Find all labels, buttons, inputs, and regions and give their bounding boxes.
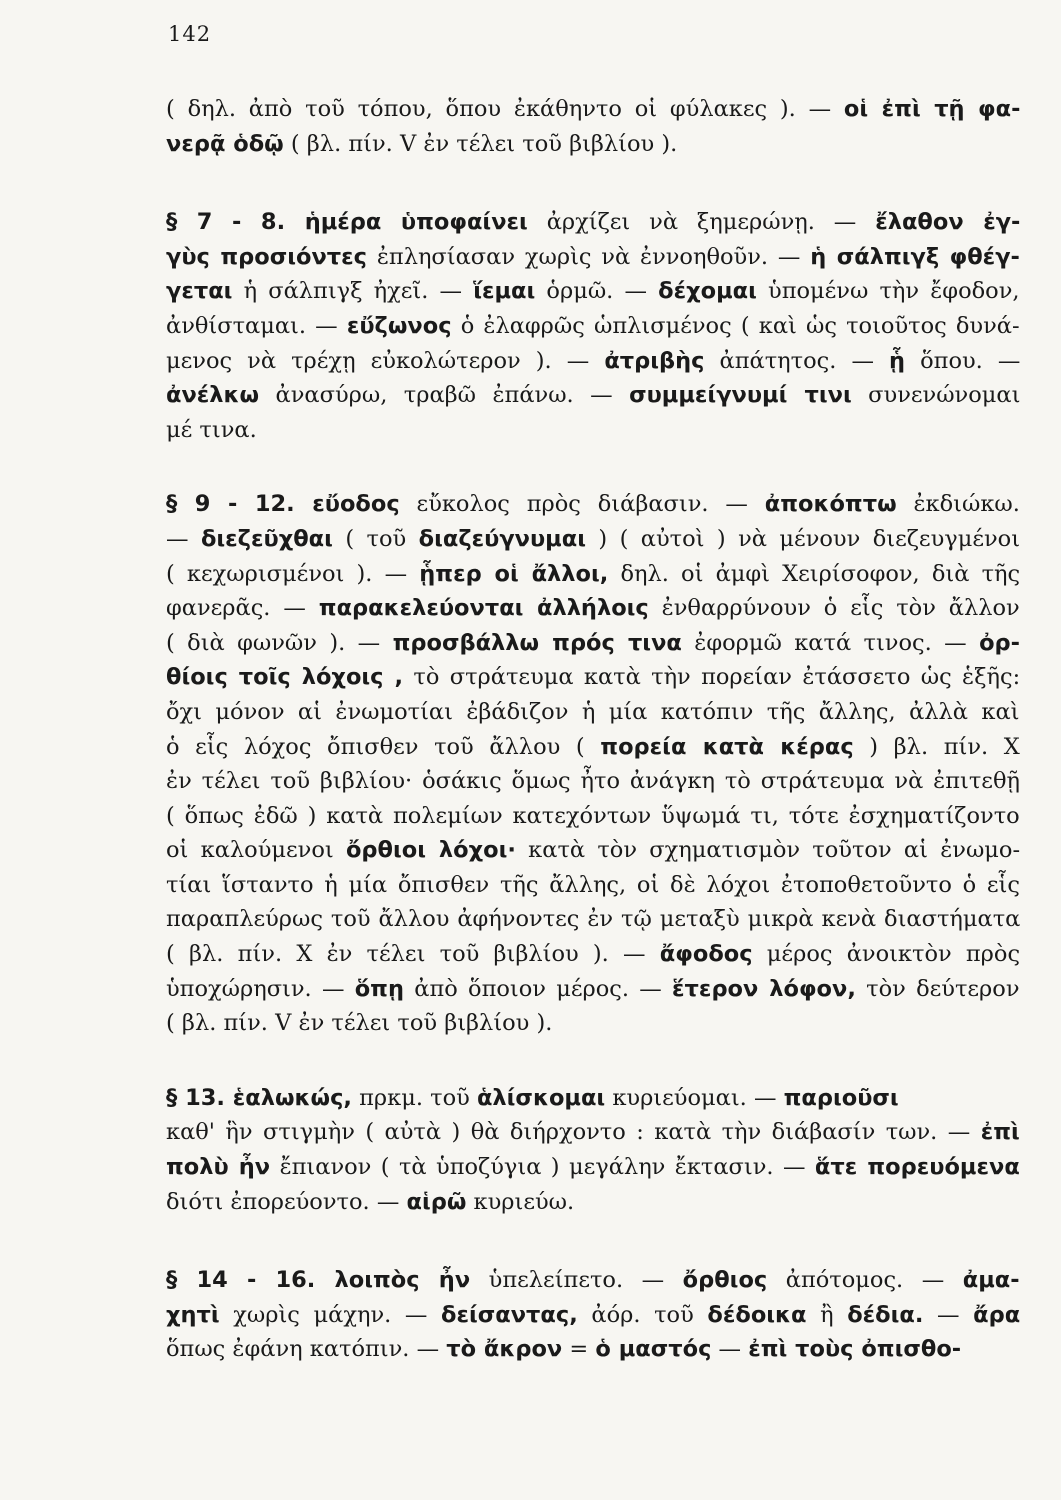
headword: πορεία κατὰ κέρας [600, 733, 854, 760]
text-line [166, 1185, 1020, 1220]
text-line [166, 1150, 1020, 1185]
paragraph-intro [166, 92, 1020, 161]
headword: οἱ ἐπὶ τῇ φα- [843, 96, 1021, 122]
headword: νερᾷ ὁδῷ [166, 130, 284, 157]
headword: ὁ μαστός [595, 1336, 712, 1363]
gloss-text: τίαι ἵσταντο ἡ μία ὄπισθεν τῆς ἄλλης, οἱ δὲ λόχοι ἐτοποθετοῦντο ὁ εἷς [166, 871, 1020, 898]
gloss-text: ὁ εἷς λόχος ὄπισθεν τοῦ ἄλλου ( [166, 733, 601, 760]
headword: παρακελεύονται ἀλλήλοις [318, 595, 649, 622]
headword: λοιπὸς ἦν [334, 1267, 471, 1294]
headword: ὅπῃ [354, 975, 404, 1002]
gloss-text: ( κεχωρισμένοι ). — [166, 560, 420, 587]
headword: ἀποκόπτω [764, 491, 897, 518]
headword: γεται [166, 278, 233, 305]
gloss-text: παραπλεύρως τοῦ ἄλλου ἀφήνοντες ἐν τῷ μεταξὺ μικρὰ κενὰ διαστήματα [166, 906, 1021, 933]
page-number: 142 [168, 22, 212, 46]
headword: ἵεμαι [473, 278, 536, 305]
text-line [166, 487, 1020, 522]
gloss-text: = [562, 1336, 596, 1363]
headword: ἐπὶ [980, 1119, 1020, 1146]
headword: ἁλίσκομαι [476, 1084, 606, 1111]
gloss-text: ἐνθαρρύνουν ὁ εἷς τὸν ἄλλον [648, 595, 1020, 622]
headword: εὔοδος [312, 491, 400, 518]
headword: ᾗπερ οἱ ἄλλοι, [419, 560, 609, 587]
gloss-text: οἱ καλούμενοι [166, 837, 346, 864]
headword: χητὶ [166, 1301, 220, 1328]
gloss-text: ἐν τέλει τοῦ βιβλίου· ὁσάκις ὅμως ἦτο ἀνάγκη τὸ στράτευμα νὰ ἐπιτεθῇ [166, 768, 1020, 795]
text-line [166, 127, 1020, 162]
headword: § 14 - 16. [166, 1267, 335, 1294]
gloss-text: ὑποχώρησιν. — [166, 975, 355, 1002]
gloss-text: ἡ σάλπιγξ ἠχεῖ. — [232, 278, 474, 305]
headword: προσβάλλω πρός τινα [392, 629, 682, 656]
text-line [166, 833, 1020, 868]
text-line [166, 937, 1020, 972]
headword: ἀμα- [962, 1267, 1020, 1294]
text-line [166, 309, 1020, 344]
headword: ἕτερον λόφον, [672, 975, 856, 1002]
gloss-text: ὅπου. — [905, 347, 1021, 374]
text-line [166, 1115, 1020, 1150]
text-line [166, 902, 1020, 937]
gloss-text: ἐφορμῶ κατά τινος. — [681, 629, 980, 656]
gloss-text: ) βλ. πίν. X [853, 733, 1020, 760]
text-line [166, 1332, 1020, 1367]
gloss-text: ( βλ. πίν. X ἐν τέλει τοῦ βιβλίου ). — [166, 941, 660, 968]
headword: ἐπὶ τοὺς ὀπισθο- [748, 1336, 962, 1363]
gloss-text: ἀόρ. τοῦ [577, 1301, 708, 1328]
gloss-text: — [923, 1301, 974, 1328]
gloss-text: ἢ [806, 1301, 848, 1328]
gloss-text: ὑπελείπετο. — [470, 1267, 683, 1294]
paragraph-section-13 [166, 1081, 1020, 1219]
headword: συμμείγνυμί τινι [629, 382, 852, 409]
headword: ἄρα [973, 1301, 1021, 1328]
text-line [166, 378, 1020, 413]
text-line [166, 1081, 1020, 1116]
text-line [166, 1263, 1020, 1298]
gloss-text: χωρὶς μάχην. — [219, 1301, 441, 1328]
headword: δέχομαι [658, 278, 757, 305]
headword: ἡ σάλπιγξ φθέγ- [810, 243, 1020, 270]
gloss-text: ὑπομένω τὴν ἔφοδον, [756, 278, 1020, 305]
gloss-text: ἀπότομος. — [767, 1267, 963, 1294]
text-line [166, 660, 1020, 695]
headword: ὀρ- [979, 629, 1020, 656]
gloss-text: ( βλ. πίν. V ἐν τέλει τοῦ βιβλίου ). [283, 130, 678, 157]
text-line [166, 1006, 1020, 1041]
gloss-text: ἀνθίσταμαι. — [166, 312, 347, 339]
headword: ἄφοδος [659, 941, 753, 968]
headword: θίοις τοῖς λόχοις , [166, 664, 404, 691]
gloss-text: ( τοῦ [332, 525, 419, 552]
gloss-text: μενος νὰ τρέχῃ εὐκολώτερον ). — [166, 347, 605, 374]
gloss-text: ( βλ. πίν. V ἐν τέλει τοῦ βιβλίου ). [166, 1010, 553, 1037]
headword: § 7 - 8. [166, 209, 305, 236]
headword: ἔλαθον ἐγ- [875, 209, 1021, 236]
headword: πολὺ ἦν [166, 1154, 271, 1181]
gloss-text: ( δηλ. ἀπὸ τοῦ τόπου, ὅπου ἐκάθηντο οἱ φύλακες ). — [166, 96, 844, 122]
headword: ἡμέρα ὑποφαίνει [304, 209, 528, 236]
headword: § 13. [166, 1084, 233, 1111]
text-line [166, 730, 1020, 765]
headword: ἅτε πορευόμενα [814, 1154, 1020, 1181]
gloss-text: ( διὰ φωνῶν ). — [166, 629, 393, 656]
headword: ἑαλωκώς, [232, 1084, 352, 1111]
text-line [166, 557, 1020, 592]
commentary-body [166, 92, 1020, 1367]
gloss-text: ἀπὸ ὅποιον μέρος. — [404, 975, 673, 1002]
gloss-text: ὄχι μόνον αἱ ἐνωμοτίαι ἐβάδιζον ἡ μία κατόπιν τῆς ἄλλης, ἀλλὰ καὶ [166, 698, 1020, 725]
gloss-text: τὸν δεύτερον [855, 975, 1020, 1002]
headword: ᾗ [889, 347, 906, 374]
gloss-text: πρκμ. τοῦ [351, 1084, 477, 1111]
gloss-text: ( ὅπως ἐδῶ ) κατὰ πολεμίων κατεχόντων ὕψωμά τι, τότε ἐσχηματίζοντο [166, 802, 1020, 829]
gloss-text: κυριεύω. [466, 1188, 575, 1215]
headword: αἱρῶ [406, 1188, 467, 1215]
text-line [166, 274, 1020, 309]
text-line [166, 240, 1020, 275]
text-line [166, 205, 1020, 240]
headword: ὄρθιος [682, 1267, 768, 1294]
gloss-text: διότι ἐπορεύοντο. — [166, 1188, 407, 1215]
gloss-text: μέ τινα. [166, 416, 257, 443]
gloss-text: — [166, 525, 201, 552]
headword: γὺς προσιόντες [166, 243, 368, 270]
headword: δέδοικα [707, 1301, 807, 1328]
gloss-text: κυριεύομαι. — [605, 1084, 784, 1111]
paragraph-section-9-12 [166, 487, 1020, 1041]
headword: δέδια. [847, 1301, 924, 1328]
text-line [166, 972, 1020, 1007]
gloss-text: κατὰ τὸν σχηματισμὸν τοῦτον αἱ ἐνωμο- [515, 837, 1021, 864]
headword: τὸ ἄκρον [446, 1336, 563, 1363]
gloss-text: τὸ στράτευμα κατὰ τὴν πορείαν ἐτάσσετο ὡς ἑξῆς: [403, 664, 1021, 691]
headword: διεζεῦχθαι [200, 525, 333, 552]
gloss-text: ἐκδιώκω. [896, 491, 1020, 518]
text-line [166, 344, 1020, 379]
gloss-text: εὔκολος πρὸς διάβασιν. — [399, 491, 765, 518]
headword: ἀνέλκω [166, 382, 260, 409]
headword: δείσαντας, [441, 1301, 578, 1328]
gloss-text: δηλ. οἱ ἀμφὶ Χειρίσοφον, διὰ τῆς [608, 560, 1021, 587]
text-line [166, 92, 1020, 127]
headword: διαζεύγνυμαι [418, 525, 586, 552]
gloss-text: ἀπάτητος. — [704, 347, 890, 374]
gloss-text: φανερᾶς. — [166, 595, 319, 622]
gloss-text: ἐπλησίασαν χωρὶς νὰ ἐννοηθοῦν. — [367, 243, 811, 270]
paragraph-section-7-8 [166, 205, 1020, 447]
headword: παριοῦσι [783, 1084, 899, 1111]
gloss-text: ἀρχίζει νὰ ξημερώνῃ. — [527, 209, 876, 236]
gloss-text: καθ' ἣν στιγμὴν ( αὐτὰ ) θὰ διήρχοντο : κατὰ τὴν διάβασίν των. — [166, 1119, 981, 1146]
text-line [166, 799, 1020, 834]
gloss-text: ) ( αὐτοὶ ) νὰ μένουν διεζευγμένοι [585, 525, 1021, 552]
text-line [166, 695, 1020, 730]
headword: ὄρθιοι λόχοι· [345, 837, 516, 864]
gloss-text: ὁρμῶ. — [535, 278, 659, 305]
text-line [166, 522, 1020, 557]
headword: § 9 - 12. [166, 491, 313, 518]
text-line [166, 1298, 1020, 1333]
headword: εὔζωνος [346, 312, 452, 339]
headword: ἀτριβὴς [604, 347, 705, 374]
gloss-text: συνενώνομαι [851, 382, 1021, 409]
text-line [166, 626, 1020, 661]
gloss-text: ὅπως ἐφάνη κατόπιν. — [166, 1336, 447, 1363]
gloss-text: ὁ ἐλαφρῶς ὡπλισμένος ( καὶ ὡς τοιοῦτος δυνά- [451, 312, 1020, 339]
text-line [166, 413, 1020, 448]
gloss-text: ἔπιανον ( τὰ ὑποζύγια ) μεγάλην ἔκτασιν. — [270, 1154, 815, 1181]
gloss-text: μέρος ἀνοικτὸν πρὸς [752, 941, 1021, 968]
text-line [166, 764, 1020, 799]
gloss-text: ἀνασύρω, τραβῶ ἐπάνω. — [259, 382, 630, 409]
text-line [166, 868, 1020, 903]
paragraph-section-14-16 [166, 1263, 1020, 1367]
text-line [166, 591, 1020, 626]
gloss-text: — [711, 1336, 749, 1363]
